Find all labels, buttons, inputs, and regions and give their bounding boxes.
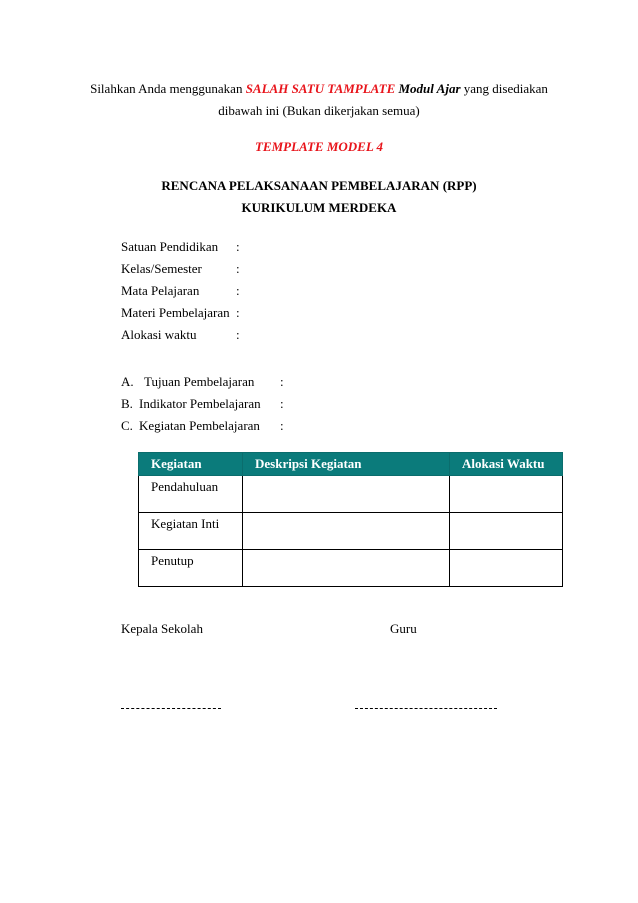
section-sep: : [280, 396, 284, 411]
identity-fields [121, 239, 240, 349]
field-mata-pelajaran [121, 283, 240, 305]
table-row [139, 513, 563, 550]
section-indikator [121, 396, 284, 418]
section-letter: A. [121, 374, 134, 389]
section-sep: : [280, 374, 284, 389]
template-title: TEMPLATE MODEL 4 [254, 139, 384, 154]
field-label: Materi Pembelajaran [121, 305, 230, 320]
section-label: Kegiatan Pembelajaran [139, 418, 260, 433]
intro-modul: Modul Ajar [398, 81, 461, 96]
field-sep: : [236, 239, 240, 254]
signature-left-label: Kepala Sekolah [121, 621, 203, 636]
field-satuan-pendidikan [121, 239, 240, 261]
doc-title: RENCANA PELAKSANAAN PEMBELAJARAN (RPP) [161, 178, 477, 193]
section-kegiatan [121, 418, 284, 440]
field-kelas-semester [121, 261, 240, 283]
table-cell [243, 513, 450, 550]
doc-subtitle: KURIKULUM MERDEKA [241, 200, 397, 215]
field-label: Satuan Pendidikan [121, 239, 219, 254]
field-sep: : [236, 327, 240, 342]
field-label: Alokasi waktu [121, 327, 197, 342]
table-cell [450, 476, 563, 513]
table-header-cell: Kegiatan [139, 453, 243, 476]
field-label: Kelas/Semester [121, 261, 202, 276]
table-cell [243, 550, 450, 587]
signature-right-label: Guru [390, 621, 417, 636]
intro-text: Silahkan Anda menggunakan [90, 81, 246, 96]
signature-line-right [355, 708, 497, 709]
sections-list [121, 374, 284, 440]
section-label: Tujuan Pembelajaran [144, 374, 255, 389]
field-sep: : [236, 261, 240, 276]
table-cell [243, 476, 450, 513]
table-cell: Pendahuluan [139, 476, 243, 513]
section-letter: C. [121, 418, 133, 433]
table-header-cell: Alokasi Waktu [450, 453, 563, 476]
field-alokasi-waktu [121, 327, 240, 349]
table-cell [450, 513, 563, 550]
section-letter: B. [121, 396, 133, 411]
intro-line-2: dibawah ini (Bukan dikerjakan semua) [218, 103, 420, 118]
section-label: Indikator Pembelajaran [139, 396, 261, 411]
table-header-cell: Deskripsi Kegiatan [243, 453, 450, 476]
intro-text-end: yang disediakan [460, 81, 548, 96]
table-cell [450, 550, 563, 587]
kegiatan-table [138, 452, 563, 587]
table-cell: Penutup [139, 550, 243, 587]
field-sep: : [236, 283, 240, 298]
table-row [139, 550, 563, 587]
intro-line-1 [0, 81, 638, 97]
table-cell: Kegiatan Inti [139, 513, 243, 550]
signature-line-left [121, 708, 221, 709]
table-header-row [139, 453, 563, 476]
table-row [139, 476, 563, 513]
field-label: Mata Pelajaran [121, 283, 200, 298]
intro-highlight: SALAH SATU TAMPLATE [245, 81, 396, 96]
section-sep: : [280, 418, 284, 433]
field-sep: : [236, 305, 240, 320]
field-materi-pembelajaran [121, 305, 240, 327]
section-tujuan [121, 374, 284, 396]
